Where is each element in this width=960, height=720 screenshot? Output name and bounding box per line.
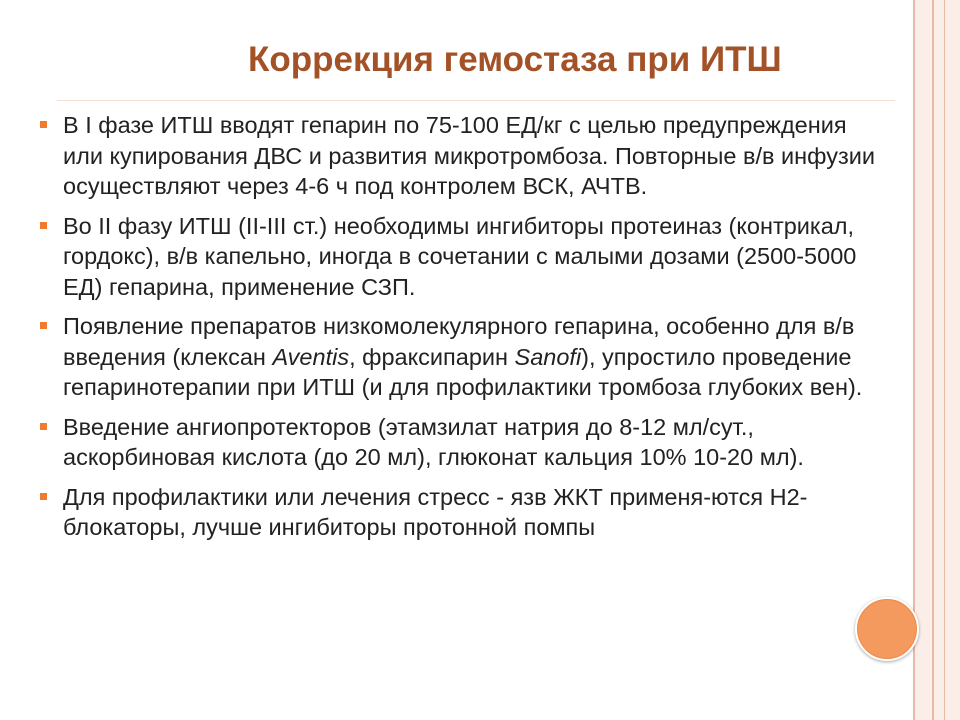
frame-line — [944, 0, 945, 720]
bullet-marker-icon — [40, 423, 47, 430]
bullet-text: Введение ангиопротекторов (этамзилат натрия до 8-12 мл/сут., аскорбиновая кислота (до 20 мл), глюконат кальция 10% 10-20 мл). — [63, 413, 804, 470]
decorative-circle — [855, 597, 919, 661]
bullet-item — [40, 211, 880, 303]
bullet-marker-icon — [40, 493, 47, 500]
bullet-text: В I фазе ИТШ вводят гепарин по 75-100 ЕД/кг с целью предупреждения или купирования ДВС и развития микротромбоза. Повторные в/в инфузии осуществляют через 4-6 ч под контролем ВСК, АЧТВ. — [63, 112, 875, 199]
bullet-item — [40, 311, 880, 403]
bullet-marker-icon — [40, 222, 47, 229]
title-divider — [57, 100, 895, 101]
company-name-sanofi: Sanofi — [514, 343, 582, 370]
bullet-item — [40, 110, 880, 202]
bullet-marker-icon — [40, 121, 47, 128]
bullet-list — [40, 110, 880, 552]
bullet-text: Во II фазу ИТШ (II-III ст.) необходимы ингибиторы протеиназ (контрикал, гордокс), в/в капельно, иногда в сочетании с малыми дозами (2500-5000 ЕД) гепарина, применение СЗП. — [63, 212, 857, 300]
bullet-marker-icon — [40, 322, 47, 329]
frame-line — [932, 0, 934, 720]
bullet-text-part: Появление препаратов низкомолекулярного гепарина, особенно для в/в введения (клексан — [63, 313, 855, 370]
slide-title: Коррекция гемостаза при ИТШ — [248, 40, 782, 79]
bullet-text — [63, 313, 862, 400]
company-name-aventis: Aventis — [272, 343, 350, 370]
bullet-text: Для профилактики или лечения стресс - язв ЖКТ применя-ются Н2-блокаторы, лучше ингибиторы протонной помпы — [63, 483, 808, 540]
bullet-item — [40, 482, 880, 543]
bullet-text-part: , фраксипарин — [349, 343, 515, 370]
decorative-frame — [913, 0, 960, 720]
bullet-item — [40, 412, 880, 473]
bullet-text-part: ), упростило проведение гепаринотерапии при ИТШ (и для профилактики тромбоза глубоких вен). — [63, 343, 863, 400]
